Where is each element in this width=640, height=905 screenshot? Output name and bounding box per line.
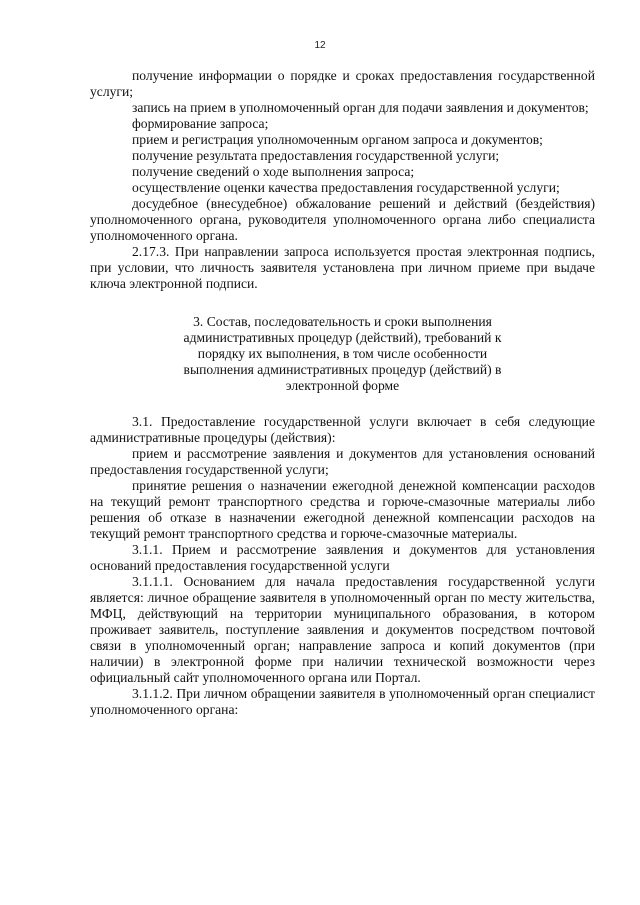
paragraph: получение информации о порядке и сроках предоставления государственной услуги; — [90, 68, 595, 99]
paragraph: 3.1.1.2. При личном обращении заявителя в уполномоченный орган специалист уполномоченного органа: — [90, 686, 595, 717]
paragraph: прием и регистрация уполномоченным органом запроса и документов; — [132, 132, 543, 147]
paragraph: 3.1.1.1. Основанием для начала предоставления государственной услуги является: личное обращение заявителя в уполномоченный орган по месту жительства, МФЦ, действующий на территории муниципального образования, в котором проживает заявитель, поступление заявления и документов посредством почтовой связи в уполномоченный орган; направление запроса и копий документов (при наличии) в электронной форме при наличии технической возможности через официальный сайт уполномоченного органа или Портал. — [90, 574, 595, 685]
section-heading-line: 3. Состав, последовательность и сроки выполнения — [193, 314, 492, 329]
section-heading — [163, 314, 523, 394]
section-heading-line: порядку их выполнения, в том числе особенности — [197, 346, 488, 361]
paragraph: получение результата предоставления государственной услуги; — [132, 148, 500, 163]
paragraph: осуществление оценки качества предоставления государственной услуги; — [132, 180, 560, 195]
paragraph: формирование запроса; — [132, 116, 269, 131]
paragraph: принятие решения о назначении ежегодной денежной компенсации расходов на текущий ремонт транспортного средства и горюче-смазочные материалы либо решения об отказе в назначении ежегодной денежной компенсации расходов на текущий ремонт транспортного средства и горюче-смазочные материалы. — [90, 478, 595, 541]
spacer — [90, 394, 595, 414]
paragraph: досудебное (внесудебное) обжалование решений и действий (бездействия) уполномоченного органа, руководителя уполномоченного органа либо специалиста уполномоченного органа. — [90, 196, 595, 243]
paragraph: прием и рассмотрение заявления и документов для установления оснований предоставления государственной услуги; — [90, 446, 595, 477]
paragraph: 2.17.3. При направлении запроса используется простая электронная подпись, при условии, что личность заявителя установлена при личном приеме при выдаче ключа электронной подписи. — [90, 244, 595, 291]
section-heading-line: административных процедур (действий), требований к — [183, 330, 502, 345]
page-number: 12 — [314, 40, 326, 51]
section-heading-line: выполнения административных процедур (действий) в — [183, 362, 502, 377]
paragraph: 3.1. Предоставление государственной услуги включает в себя следующие административные процедуры (действия): — [90, 414, 595, 445]
paragraph: запись на прием в уполномоченный орган для подачи заявления и документов; — [132, 100, 589, 115]
paragraph: получение сведений о ходе выполнения запроса; — [132, 164, 415, 179]
document-body — [90, 68, 595, 718]
paragraph: 3.1.1. Прием и рассмотрение заявления и документов для установления оснований предоставления государственной услуги — [90, 542, 595, 573]
section-heading-line: электронной форме — [285, 378, 400, 393]
